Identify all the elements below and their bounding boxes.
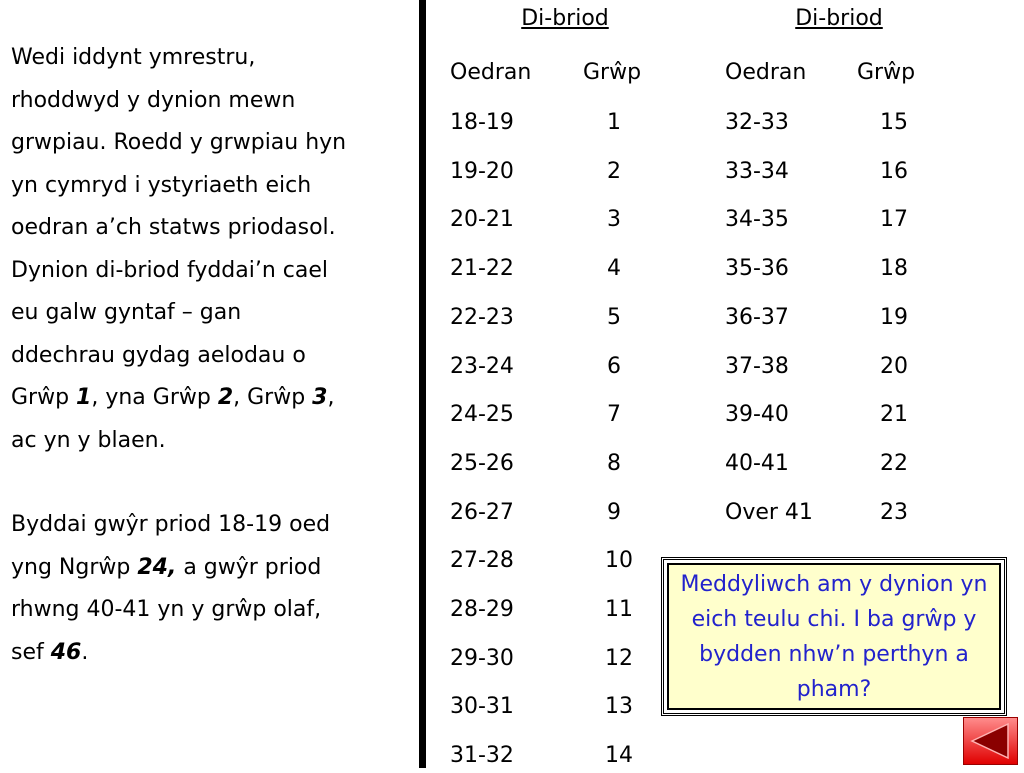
- text-fragment: yng Ngrŵp: [11, 554, 138, 580]
- age-cell: 36-37: [725, 304, 789, 330]
- text-fragment: ,: [327, 385, 335, 410]
- group-cell: 19: [880, 304, 908, 330]
- text-fragment: , yna Grŵp: [91, 385, 218, 410]
- intro-line: [11, 555, 321, 580]
- group-cell: 5: [607, 304, 621, 330]
- intro-line: rhoddwyd y dynion mewn: [11, 87, 296, 113]
- age-cell: 19-20: [450, 158, 514, 184]
- age-cell: 29-30: [450, 645, 514, 671]
- intro-paragraph-2: [11, 504, 411, 674]
- group-cell: 13: [605, 694, 633, 720]
- intro-line: Dynion di-briod fyddai’n cael: [11, 257, 329, 283]
- right-col-group-header: Grŵp: [857, 60, 916, 85]
- age-cell: 24-25: [450, 402, 514, 428]
- vertical-divider: [419, 0, 426, 768]
- group-cell: 17: [880, 207, 908, 233]
- group-cell: 1: [607, 110, 621, 135]
- group-cell: 15: [880, 110, 908, 135]
- age-cell: 23-24: [450, 353, 514, 379]
- right-table-heading: Di-briod: [795, 6, 883, 31]
- group-cell: 4: [607, 256, 621, 282]
- text-fragment: sef: [11, 639, 51, 665]
- age-cell: 39-40: [725, 402, 789, 428]
- group-cell: 20: [880, 353, 908, 379]
- intro-line: ac yn y blaen.: [11, 427, 166, 453]
- intro-line: Wedi iddynt ymrestru,: [11, 45, 256, 70]
- text-fragment: a gwŷr priod: [176, 554, 322, 580]
- intro-line: oedran a’ch statws priodasol.: [11, 215, 336, 240]
- left-table-heading: Di-briod: [521, 6, 609, 31]
- left-col-age-header: Oedran: [450, 60, 532, 85]
- group-cell: 14: [605, 743, 633, 769]
- group-cell: 12: [605, 645, 633, 671]
- group-cell: 18: [880, 256, 908, 282]
- intro-line: [11, 385, 334, 410]
- back-arrow-icon: [964, 718, 1017, 764]
- age-cell: 22-23: [450, 304, 514, 330]
- intro-text: [11, 37, 411, 674]
- group-cell: 8: [607, 450, 621, 476]
- group-cell: 9: [607, 499, 621, 525]
- group-number-emphasis: 3: [312, 385, 328, 410]
- group-number-emphasis: 2: [217, 385, 234, 410]
- age-cell: 32-33: [725, 110, 789, 135]
- group-cell: 10: [605, 548, 633, 574]
- age-cell: 40-41: [725, 450, 789, 476]
- left-col-group-header: Grŵp: [583, 60, 642, 85]
- age-cell: 37-38: [725, 353, 789, 379]
- intro-line: [11, 640, 88, 665]
- intro-line: grwpiau. Roedd y grwpiau hyn: [11, 130, 347, 155]
- back-button[interactable]: [963, 717, 1018, 765]
- right-col-age-header: Oedran: [725, 60, 807, 85]
- group-cell: 3: [607, 207, 621, 233]
- group-number-emphasis: 1: [76, 385, 92, 410]
- age-cell: Over 41: [725, 499, 813, 525]
- age-cell: 28-29: [450, 597, 514, 622]
- group-number-emphasis: 24,: [137, 554, 177, 580]
- intro-line: yn cymryd i ystyriaeth eich: [11, 172, 312, 198]
- group-cell: 22: [880, 450, 908, 476]
- text-fragment: , Grŵp: [233, 385, 313, 410]
- age-cell: 18-19: [450, 110, 514, 135]
- intro-line: eu galw gyntaf – gan: [11, 300, 242, 325]
- age-cell: 31-32: [450, 743, 514, 769]
- intro-line: Byddai gwŷr priod 18-19 oed: [11, 512, 331, 537]
- intro-line: rhwng 40-41 yn y grŵp olaf,: [11, 597, 322, 622]
- group-cell: 7: [607, 402, 621, 428]
- age-cell: 30-31: [450, 694, 514, 720]
- group-cell: 11: [605, 597, 633, 622]
- group-cell: 23: [880, 499, 908, 525]
- age-cell: 34-35: [725, 207, 789, 233]
- group-number-emphasis: 46: [50, 639, 82, 665]
- intro-line: ddechrau gydag aelodau o: [11, 342, 306, 368]
- group-cell: 21: [880, 402, 908, 428]
- group-cell: 2: [607, 158, 621, 184]
- age-cell: 27-28: [450, 548, 514, 574]
- age-cell: 33-34: [725, 158, 789, 184]
- age-cell: 26-27: [450, 499, 514, 525]
- think-note-text: Meddyliwch am y dynion yn eich teulu chi. I ba grŵp y bydden nhw’n perthyn a pham?: [667, 563, 1001, 710]
- think-note-box: [661, 557, 1007, 716]
- intro-paragraph-1: [11, 37, 411, 462]
- text-fragment: .: [81, 639, 89, 665]
- text-fragment: Grŵp: [11, 385, 77, 410]
- group-cell: 6: [607, 353, 621, 379]
- age-cell: 25-26: [450, 450, 514, 476]
- age-cell: 21-22: [450, 256, 514, 282]
- age-cell: 35-36: [725, 256, 789, 282]
- group-cell: 16: [880, 158, 908, 184]
- age-cell: 20-21: [450, 207, 514, 233]
